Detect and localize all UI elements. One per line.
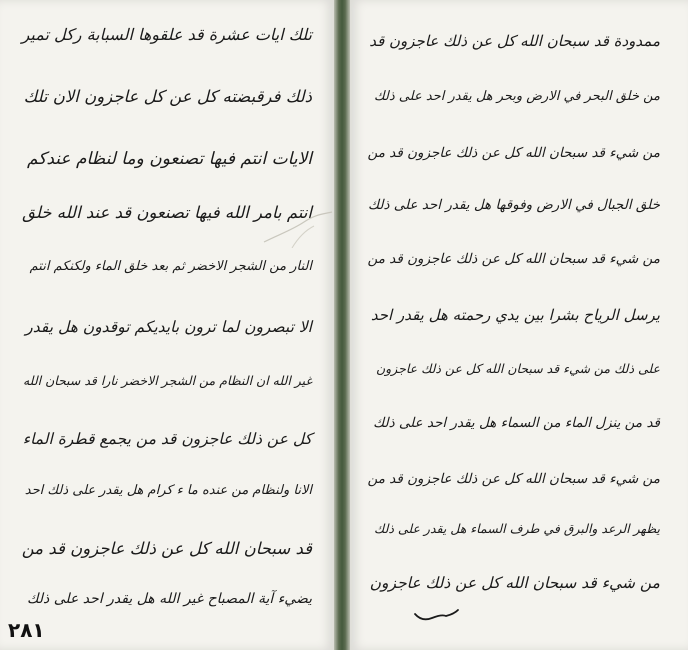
left-line-10: قد سبحان الله كل عن ذلك عاجزون قد من xyxy=(21,539,312,558)
right-line-10: يظهر الرعد والبرق في طرف السماء هل يقدر على ذلك xyxy=(374,521,660,536)
right-line-9: من شيء قد سبحان الله كل عن ذلك عاجزون قد من xyxy=(367,471,660,487)
right-line-5: من شيء قد سبحان الله كل عن ذلك عاجزون قد من xyxy=(367,251,660,267)
left-line-8: كل عن ذلك عاجزون قد من يجمع قطرة الماء xyxy=(22,430,312,448)
left-line-9: الانا ولنظام من عنده ما ء كرام هل يقدر على ذلك احد xyxy=(24,483,312,498)
book-gutter xyxy=(334,0,350,650)
left-line-7: غير الله ان النظام من الشجر الاخضر نارا قد سبحان الله xyxy=(22,373,312,388)
page-number: ٢٨١ xyxy=(8,618,45,642)
left-line-4: انتم بامر الله فيها تصنعون قد عند الله خلق xyxy=(22,203,312,222)
right-line-8: قد من ينزل الماء من السماء هل يقدر احد على ذلك xyxy=(373,415,660,431)
right-line-7: على ذلك من شيء قد سبحان الله كل عن ذلك عاجزون xyxy=(375,361,660,376)
paper-crease-mark xyxy=(262,208,334,248)
end-flourish-mark xyxy=(412,604,462,626)
right-line-6: يرسل الرياح بشرا بين يدي رحمته هل يقدر احد xyxy=(370,306,660,324)
right-line-3: من شيء قد سبحان الله كل عن ذلك عاجزون قد من xyxy=(367,145,660,161)
left-line-11: يضيء آية المصباح غير الله هل يقدر احد على ذلك xyxy=(26,591,312,607)
left-page-text xyxy=(0,0,334,650)
left-page xyxy=(0,0,334,650)
left-line-1: تلك ايات عشرة قد علقوها السبابة ركل تمير xyxy=(21,25,312,44)
left-line-2: ذلك فرقبضته كل عن كل عاجزون الان تلك xyxy=(23,87,312,106)
left-line-3: الايات انتم فيها تصنعون وما لنظام عندكم xyxy=(26,149,312,169)
right-line-2: من خلق البحر في الارض وبحر هل يقدر احد على ذلك xyxy=(373,89,660,104)
right-line-11: من شيء قد سبحان الله كل عن ذلك عاجزون xyxy=(369,574,660,592)
left-line-5: النار من الشجر الاخضر ثم بعد خلق الماء ولكنكم انتم xyxy=(29,259,312,274)
left-line-6: الا تبصرون لما ترون بايديكم توقدون هل يقدر xyxy=(25,318,312,336)
right-page-text xyxy=(350,0,688,650)
right-line-4: خلق الجبال في الارض وفوقها هل يقدر احد على ذلك xyxy=(368,197,660,213)
right-page xyxy=(350,0,688,650)
right-line-1: ممدودة قد سبحان الله كل عن ذلك عاجزون قد xyxy=(369,32,660,50)
